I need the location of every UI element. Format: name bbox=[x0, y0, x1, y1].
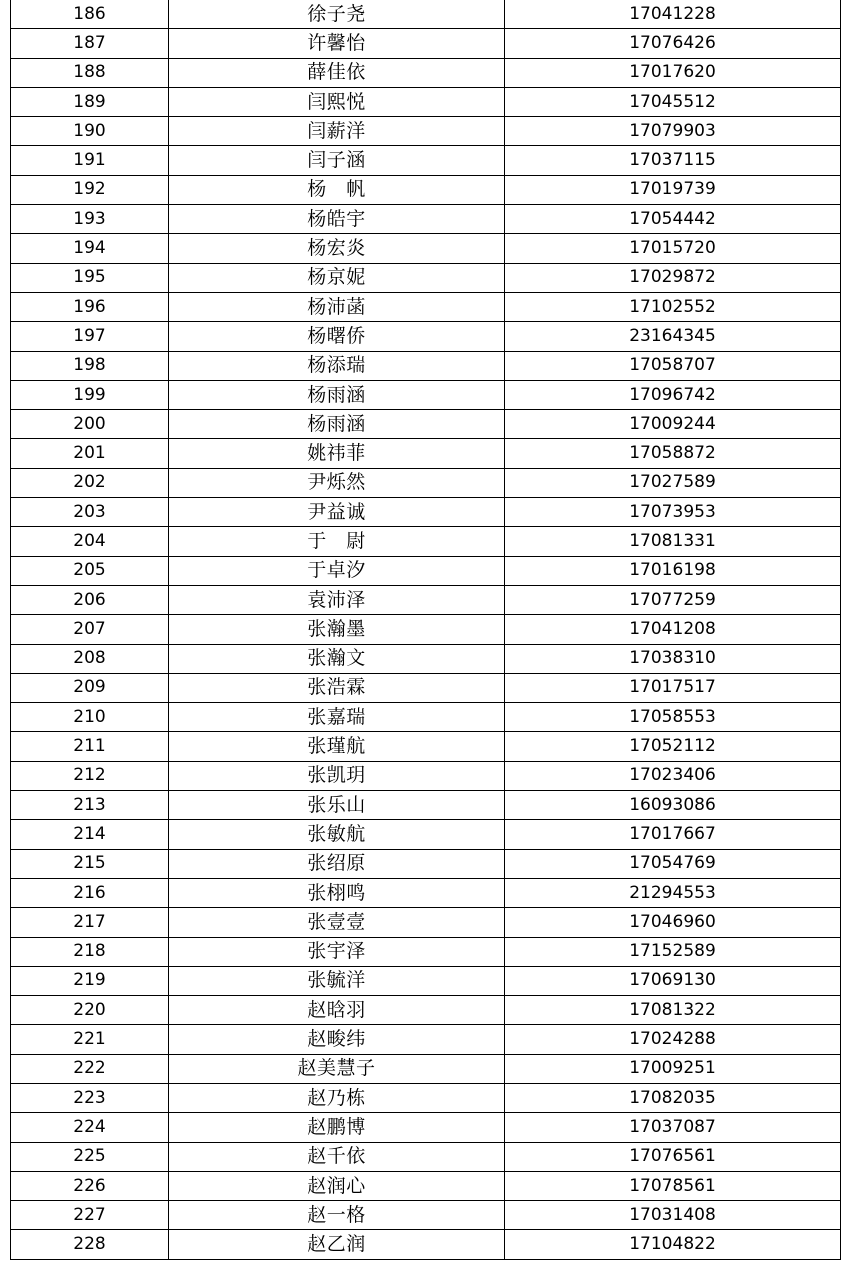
row-number-cell: 223 bbox=[11, 1083, 169, 1112]
student-id-cell: 16093086 bbox=[505, 791, 841, 820]
student-name-cell: 张栩鸣 bbox=[169, 878, 505, 907]
row-number-cell: 218 bbox=[11, 937, 169, 966]
student-name-cell: 于 尉 bbox=[169, 527, 505, 556]
table-row bbox=[11, 117, 841, 146]
student-name-cell: 杨宏炎 bbox=[169, 234, 505, 263]
table-row bbox=[11, 1054, 841, 1083]
student-name-cell: 赵畯纬 bbox=[169, 1025, 505, 1054]
row-number-cell: 214 bbox=[11, 820, 169, 849]
student-name-cell: 张敏航 bbox=[169, 820, 505, 849]
row-number-cell: 211 bbox=[11, 732, 169, 761]
row-number-cell: 215 bbox=[11, 849, 169, 878]
table-row bbox=[11, 791, 841, 820]
student-id-cell: 17024288 bbox=[505, 1025, 841, 1054]
student-name-cell: 张浩霖 bbox=[169, 673, 505, 702]
row-number-cell: 217 bbox=[11, 908, 169, 937]
student-name-cell: 张宇泽 bbox=[169, 937, 505, 966]
table-row bbox=[11, 615, 841, 644]
row-number-cell: 193 bbox=[11, 205, 169, 234]
table-row bbox=[11, 644, 841, 673]
student-id-cell: 17076426 bbox=[505, 29, 841, 58]
row-number-cell: 188 bbox=[11, 58, 169, 87]
student-name-cell: 闫熙悦 bbox=[169, 87, 505, 116]
table-row bbox=[11, 1171, 841, 1200]
student-name-cell: 闫薪洋 bbox=[169, 117, 505, 146]
student-id-cell: 23164345 bbox=[505, 322, 841, 351]
student-id-cell: 17076561 bbox=[505, 1142, 841, 1171]
table-row bbox=[11, 351, 841, 380]
row-number-cell: 220 bbox=[11, 996, 169, 1025]
table-row bbox=[11, 468, 841, 497]
student-id-cell: 17046960 bbox=[505, 908, 841, 937]
student-name-cell: 姚祎菲 bbox=[169, 439, 505, 468]
table-row bbox=[11, 498, 841, 527]
row-number-cell: 221 bbox=[11, 1025, 169, 1054]
row-number-cell: 228 bbox=[11, 1230, 169, 1259]
table-row bbox=[11, 673, 841, 702]
student-name-cell: 闫子涵 bbox=[169, 146, 505, 175]
student-id-cell: 17017667 bbox=[505, 820, 841, 849]
student-id-cell: 17017517 bbox=[505, 673, 841, 702]
table-row bbox=[11, 761, 841, 790]
student-id-cell: 17054442 bbox=[505, 205, 841, 234]
student-name-cell: 赵一格 bbox=[169, 1201, 505, 1230]
table-row bbox=[11, 1083, 841, 1112]
student-id-cell: 17029872 bbox=[505, 263, 841, 292]
student-name-cell: 张瀚文 bbox=[169, 644, 505, 673]
student-id-cell: 17015720 bbox=[505, 234, 841, 263]
table-row bbox=[11, 820, 841, 849]
student-id-cell: 17019739 bbox=[505, 175, 841, 204]
student-id-cell: 17037087 bbox=[505, 1113, 841, 1142]
student-id-cell: 17054769 bbox=[505, 849, 841, 878]
student-name-cell: 赵乃栋 bbox=[169, 1083, 505, 1112]
student-name-cell: 尹益诚 bbox=[169, 498, 505, 527]
row-number-cell: 226 bbox=[11, 1171, 169, 1200]
table-row bbox=[11, 732, 841, 761]
student-name-cell: 薛佳依 bbox=[169, 58, 505, 87]
student-id-cell: 17037115 bbox=[505, 146, 841, 175]
row-number-cell: 191 bbox=[11, 146, 169, 175]
student-name-cell: 张凯玥 bbox=[169, 761, 505, 790]
student-id-cell: 17009251 bbox=[505, 1054, 841, 1083]
row-number-cell: 196 bbox=[11, 292, 169, 321]
student-name-cell: 张乐山 bbox=[169, 791, 505, 820]
student-id-cell: 17096742 bbox=[505, 380, 841, 409]
student-name-cell: 赵晗羽 bbox=[169, 996, 505, 1025]
student-id-cell: 17152589 bbox=[505, 937, 841, 966]
table-row bbox=[11, 996, 841, 1025]
row-number-cell: 197 bbox=[11, 322, 169, 351]
row-number-cell: 199 bbox=[11, 380, 169, 409]
row-number-cell: 198 bbox=[11, 351, 169, 380]
row-number-cell: 186 bbox=[11, 0, 169, 29]
row-number-cell: 207 bbox=[11, 615, 169, 644]
student-name-cell: 杨皓宇 bbox=[169, 205, 505, 234]
student-id-cell: 17081322 bbox=[505, 996, 841, 1025]
row-number-cell: 227 bbox=[11, 1201, 169, 1230]
table-row bbox=[11, 175, 841, 204]
roster-sheet bbox=[10, 0, 840, 1260]
student-id-cell: 17069130 bbox=[505, 966, 841, 995]
student-id-cell: 17041208 bbox=[505, 615, 841, 644]
row-number-cell: 208 bbox=[11, 644, 169, 673]
student-id-cell: 17045512 bbox=[505, 87, 841, 116]
student-id-cell: 17058872 bbox=[505, 439, 841, 468]
table-row bbox=[11, 1025, 841, 1054]
student-name-cell: 许馨怡 bbox=[169, 29, 505, 58]
row-number-cell: 203 bbox=[11, 498, 169, 527]
table-row bbox=[11, 1142, 841, 1171]
row-number-cell: 224 bbox=[11, 1113, 169, 1142]
table-row bbox=[11, 849, 841, 878]
student-id-cell: 17052112 bbox=[505, 732, 841, 761]
table-row bbox=[11, 556, 841, 585]
student-id-cell: 17058553 bbox=[505, 703, 841, 732]
row-number-cell: 206 bbox=[11, 585, 169, 614]
table-row bbox=[11, 146, 841, 175]
table-row bbox=[11, 29, 841, 58]
row-number-cell: 201 bbox=[11, 439, 169, 468]
roster-table-body bbox=[11, 0, 841, 1259]
student-id-cell: 17016198 bbox=[505, 556, 841, 585]
student-id-cell: 17077259 bbox=[505, 585, 841, 614]
student-id-cell: 17082035 bbox=[505, 1083, 841, 1112]
student-name-cell: 赵美慧子 bbox=[169, 1054, 505, 1083]
student-name-cell: 杨沛菡 bbox=[169, 292, 505, 321]
row-number-cell: 189 bbox=[11, 87, 169, 116]
row-number-cell: 219 bbox=[11, 966, 169, 995]
student-name-cell: 杨雨涵 bbox=[169, 410, 505, 439]
table-row bbox=[11, 205, 841, 234]
row-number-cell: 192 bbox=[11, 175, 169, 204]
table-row bbox=[11, 234, 841, 263]
row-number-cell: 216 bbox=[11, 878, 169, 907]
student-name-cell: 张毓洋 bbox=[169, 966, 505, 995]
student-id-cell: 17058707 bbox=[505, 351, 841, 380]
table-row bbox=[11, 87, 841, 116]
student-name-cell: 张绍原 bbox=[169, 849, 505, 878]
table-row bbox=[11, 322, 841, 351]
student-id-cell: 17073953 bbox=[505, 498, 841, 527]
student-name-cell: 杨 帆 bbox=[169, 175, 505, 204]
table-row bbox=[11, 1230, 841, 1259]
student-id-cell: 17009244 bbox=[505, 410, 841, 439]
row-number-cell: 225 bbox=[11, 1142, 169, 1171]
roster-table bbox=[10, 0, 841, 1260]
table-row bbox=[11, 439, 841, 468]
table-row bbox=[11, 380, 841, 409]
student-id-cell: 17027589 bbox=[505, 468, 841, 497]
student-name-cell: 杨曙侨 bbox=[169, 322, 505, 351]
student-name-cell: 赵千依 bbox=[169, 1142, 505, 1171]
student-id-cell: 17031408 bbox=[505, 1201, 841, 1230]
row-number-cell: 190 bbox=[11, 117, 169, 146]
student-id-cell: 17078561 bbox=[505, 1171, 841, 1200]
student-id-cell: 17079903 bbox=[505, 117, 841, 146]
row-number-cell: 209 bbox=[11, 673, 169, 702]
student-name-cell: 杨添瑞 bbox=[169, 351, 505, 380]
row-number-cell: 200 bbox=[11, 410, 169, 439]
row-number-cell: 205 bbox=[11, 556, 169, 585]
table-row bbox=[11, 1113, 841, 1142]
table-row bbox=[11, 292, 841, 321]
student-name-cell: 赵润心 bbox=[169, 1171, 505, 1200]
table-row bbox=[11, 703, 841, 732]
row-number-cell: 195 bbox=[11, 263, 169, 292]
row-number-cell: 213 bbox=[11, 791, 169, 820]
student-name-cell: 赵乙润 bbox=[169, 1230, 505, 1259]
row-number-cell: 202 bbox=[11, 468, 169, 497]
student-id-cell: 17104822 bbox=[505, 1230, 841, 1259]
student-name-cell: 赵鹏博 bbox=[169, 1113, 505, 1142]
student-name-cell: 张嘉瑞 bbox=[169, 703, 505, 732]
table-row bbox=[11, 1201, 841, 1230]
table-row bbox=[11, 0, 841, 29]
student-id-cell: 17017620 bbox=[505, 58, 841, 87]
student-id-cell: 17041228 bbox=[505, 0, 841, 29]
student-id-cell: 17038310 bbox=[505, 644, 841, 673]
table-row bbox=[11, 966, 841, 995]
student-name-cell: 张瀚墨 bbox=[169, 615, 505, 644]
student-name-cell: 张壹壹 bbox=[169, 908, 505, 937]
table-row bbox=[11, 58, 841, 87]
student-name-cell: 尹烁然 bbox=[169, 468, 505, 497]
student-id-cell: 17081331 bbox=[505, 527, 841, 556]
table-row bbox=[11, 410, 841, 439]
row-number-cell: 194 bbox=[11, 234, 169, 263]
table-row bbox=[11, 263, 841, 292]
row-number-cell: 187 bbox=[11, 29, 169, 58]
table-row bbox=[11, 908, 841, 937]
table-row bbox=[11, 527, 841, 556]
table-row bbox=[11, 585, 841, 614]
table-row bbox=[11, 937, 841, 966]
student-name-cell: 袁沛泽 bbox=[169, 585, 505, 614]
row-number-cell: 210 bbox=[11, 703, 169, 732]
student-name-cell: 于卓汐 bbox=[169, 556, 505, 585]
student-name-cell: 杨雨涵 bbox=[169, 380, 505, 409]
student-name-cell: 徐子尧 bbox=[169, 0, 505, 29]
student-name-cell: 杨京妮 bbox=[169, 263, 505, 292]
table-row bbox=[11, 878, 841, 907]
student-name-cell: 张瑾航 bbox=[169, 732, 505, 761]
row-number-cell: 222 bbox=[11, 1054, 169, 1083]
row-number-cell: 212 bbox=[11, 761, 169, 790]
student-id-cell: 17023406 bbox=[505, 761, 841, 790]
student-id-cell: 21294553 bbox=[505, 878, 841, 907]
row-number-cell: 204 bbox=[11, 527, 169, 556]
student-id-cell: 17102552 bbox=[505, 292, 841, 321]
